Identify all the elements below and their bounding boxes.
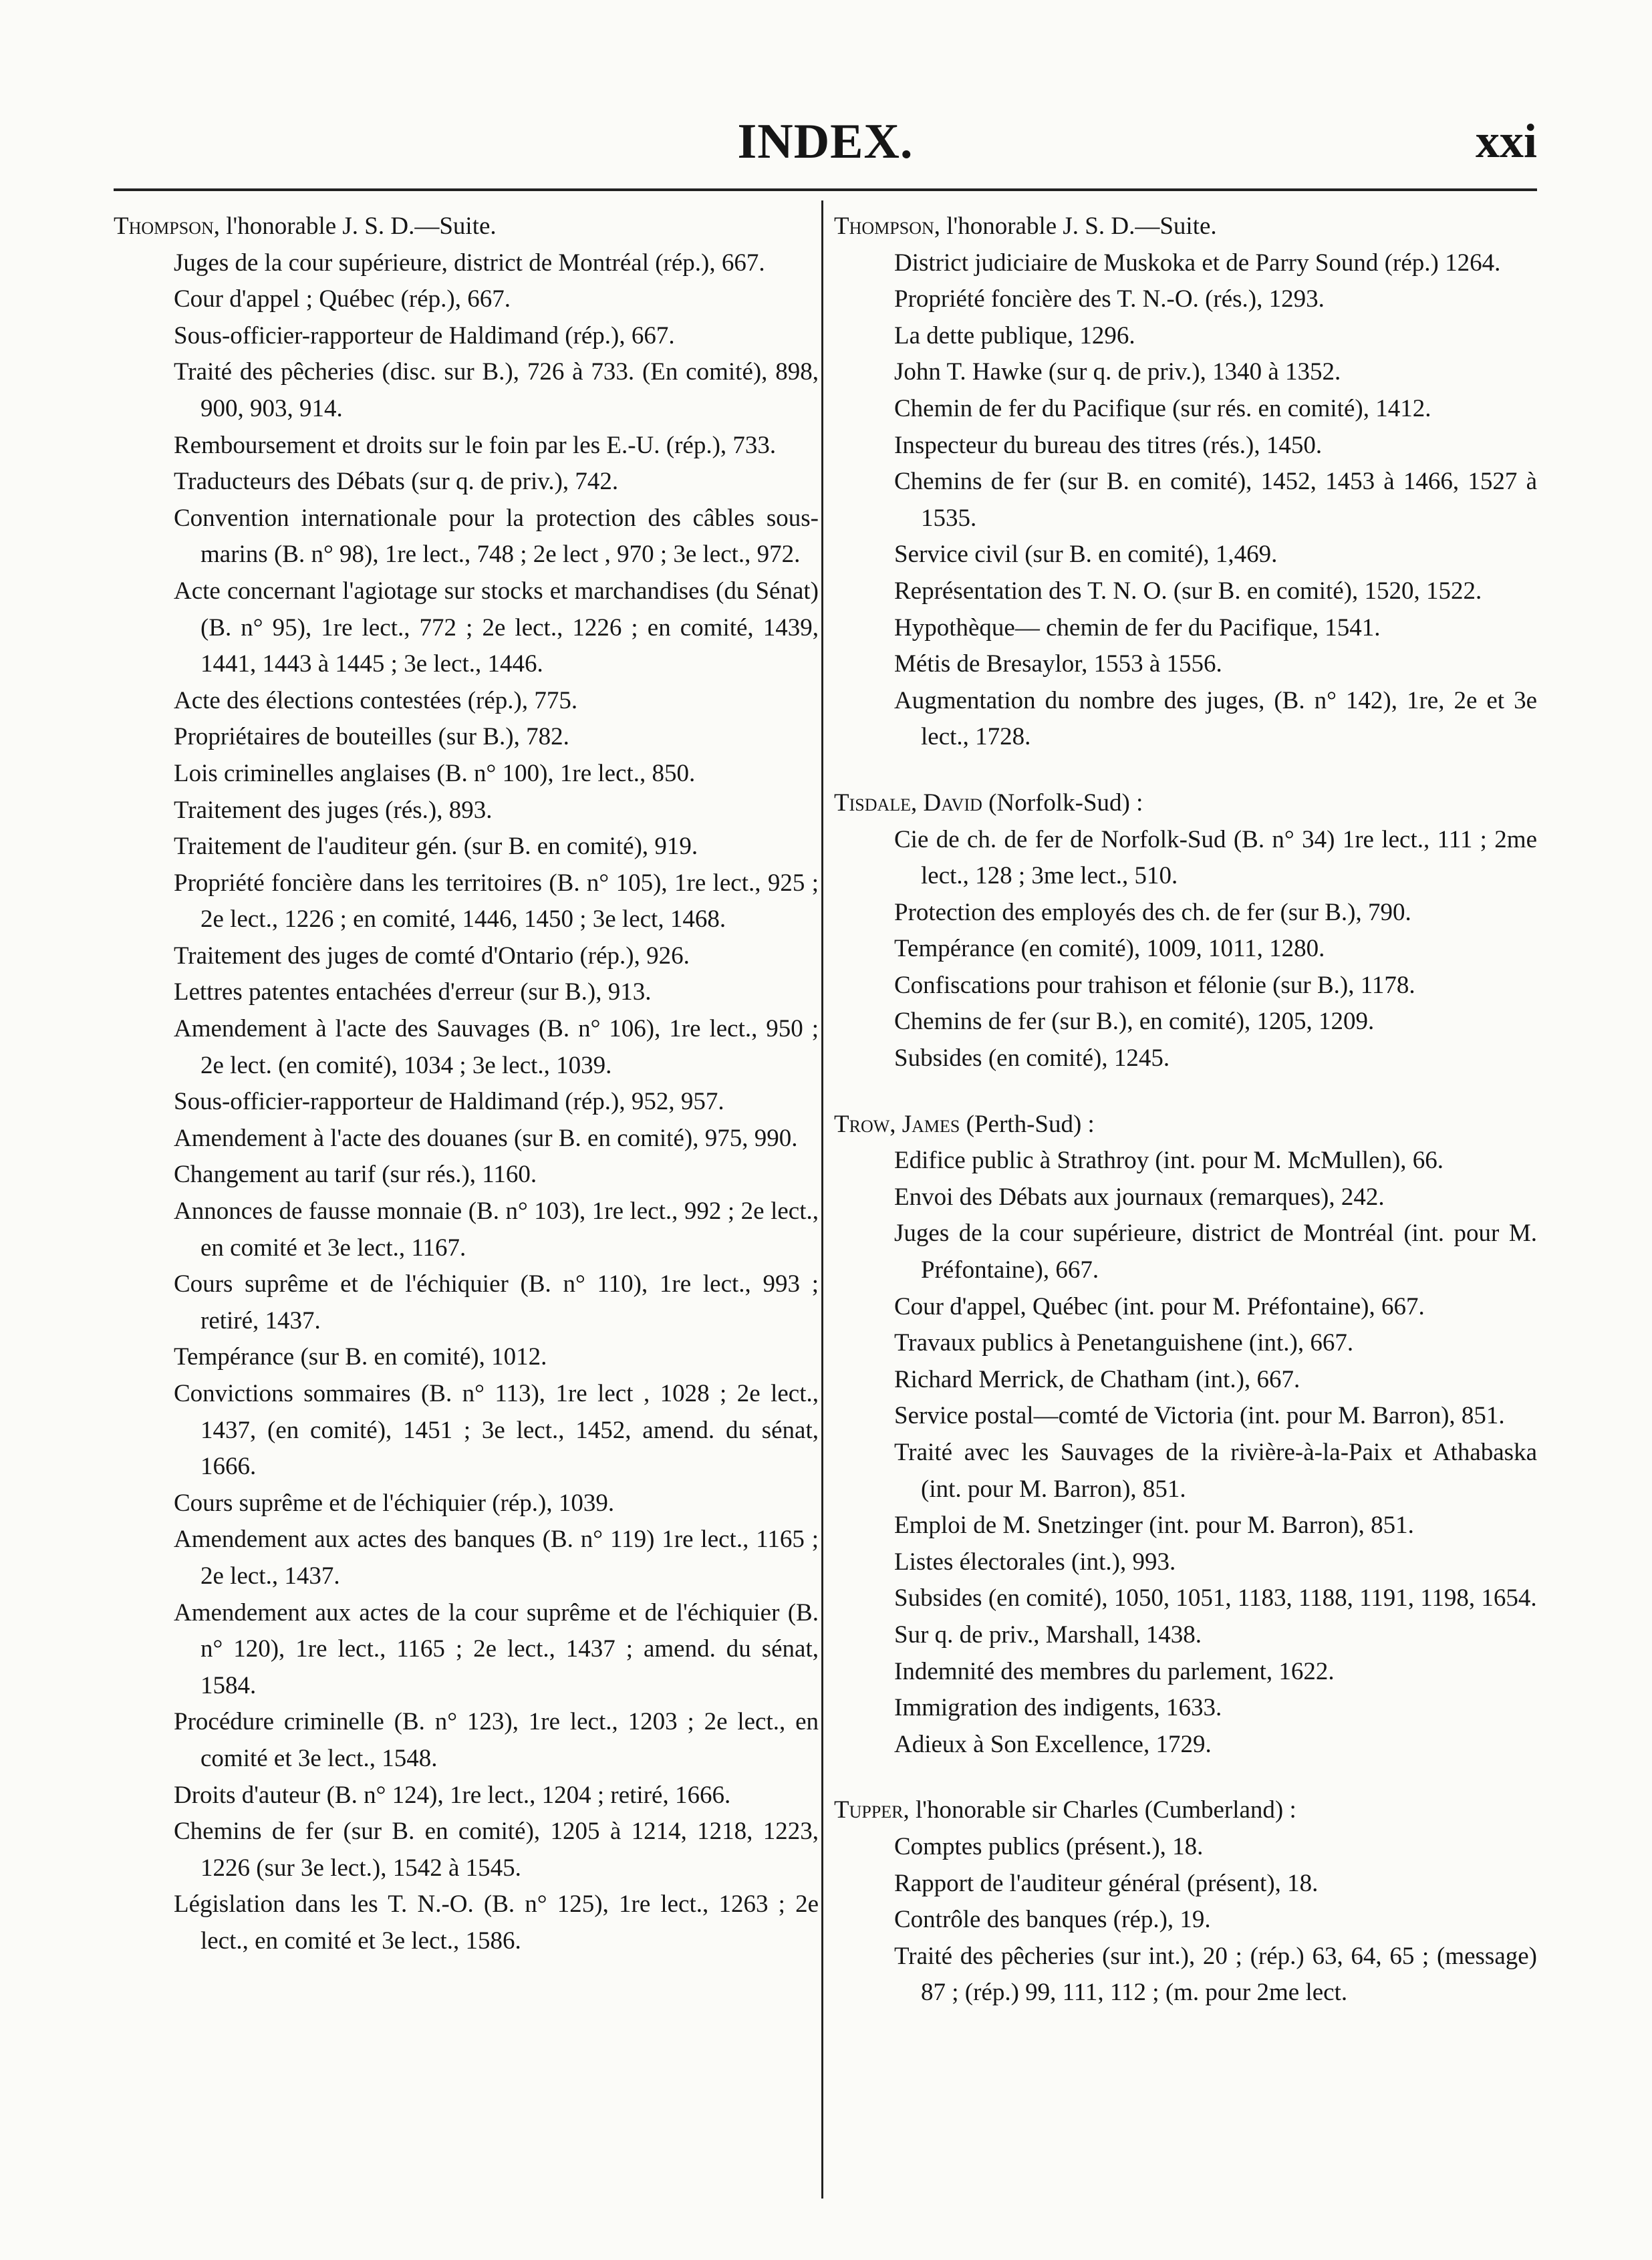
page-number: xxi (1475, 114, 1537, 168)
heading-name: Trow, James (834, 1110, 960, 1138)
index-entry: Rapport de l'auditeur général (présent), 18. (894, 1869, 1319, 1897)
index-entry: Lettres patentes entachées d'erreur (sur B.), 913. (174, 978, 652, 1006)
entry-heading (834, 208, 1537, 245)
section-spacer (834, 756, 1537, 785)
section-spacer (834, 1077, 1537, 1107)
index-entry: District judiciaire de Muskoka et de Parry Sound (rép.) 1264. (894, 249, 1501, 277)
column-divider (821, 200, 823, 2199)
index-entry: Emploi de M. Snetzinger (int. pour M. Barron), 851. (894, 1512, 1414, 1540)
index-entry: Hypothèque— chemin de fer du Pacifique, 1541. (894, 613, 1381, 642)
index-entry: Edifice public à Strathroy (int. pour M. McMullen), 66. (894, 1147, 1444, 1175)
index-entry: Cie de ch. de fer de Norfolk-Sud (B. n° 34) 1re lect., 111 ; 2me lect., 128 ; 3me lect., 510. (894, 825, 1537, 890)
entry-heading (834, 1107, 1537, 1143)
entry-heading (834, 785, 1537, 822)
right-column (834, 208, 1537, 2011)
index-entry: Comptes publics (présent.), 18. (894, 1832, 1204, 1860)
index-entry: Cour d'appel, Québec (int. pour M. Préfontaine), 667. (894, 1292, 1425, 1320)
index-entry: Envoi des Débats aux journaux (remarques), 242. (894, 1183, 1385, 1211)
index-entry: Traitement de l'auditeur gén. (sur B. en comité), 919. (174, 833, 698, 861)
index-entry: Sous-officier-rapporteur de Haldimand (rép.), 952, 957. (174, 1088, 724, 1116)
index-entry: Immigration des indigents, 1633. (894, 1694, 1222, 1722)
index-entry: Adieux à Son Excellence, 1729. (894, 1730, 1212, 1758)
index-entry: Droits d'auteur (B. n° 124), 1re lect., 1204 ; retiré, 1666. (174, 1781, 731, 1809)
index-entry: Traité des pêcheries (disc. sur B.), 726 à 733. (En comité), 898, 900, 903, 914. (174, 358, 819, 422)
index-entry: Sous-officier-rapporteur de Haldimand (rép.), 667. (174, 321, 675, 349)
index-entry: Acte concernant l'agiotage sur stocks et marchandises (du Sénat) (B. n° 95), 1re lect., 772 ; 2e lect., 1226 ; en comité, 1439, 1441, 1443 à 1445 ; 3e lect., 1446. (174, 577, 819, 678)
index-entry: Représentation des T. N. O. (sur B. en comité), 1520, 1522. (894, 577, 1482, 605)
index-entry: Sur q. de priv., Marshall, 1438. (894, 1620, 1202, 1649)
index-entry: Amendement à l'acte des douanes (sur B. en comité), 975, 990. (174, 1124, 798, 1152)
index-entry: Cours suprême et de l'échiquier (rép.), 1039. (174, 1489, 615, 1517)
index-entry: Amendement aux actes de la cour suprême et de l'échiquier (B. n° 120), 1re lect., 1165 ; 2e lect., 1437 ; amend. du sénat, 1584. (174, 1598, 819, 1699)
index-entry: Indemnité des membres du parlement, 1622. (894, 1657, 1335, 1685)
index-entry: Chemins de fer (sur B.), en comité), 1205, 1209. (894, 1008, 1375, 1036)
index-entry: Confiscations pour trahison et félonie (sur B.), 1178. (894, 971, 1415, 999)
index-entry: Juges de la cour supérieure, district de Montréal (int. pour M. Préfontaine), 667. (894, 1220, 1537, 1284)
index-entry: Traitement des juges (rés.), 893. (174, 796, 493, 824)
heading-name: Thompson (834, 213, 934, 240)
index-entry: Amendement aux actes des banques (B. n° 119) 1re lect., 1165 ; 2e lect., 1437. (174, 1526, 819, 1590)
header-rule (114, 188, 1537, 191)
index-entry: Remboursement et droits sur le foin par les E.-U. (rép.), 733. (174, 431, 777, 459)
index-entry: Augmentation du nombre des juges, (B. n° 142), 1re, 2e et 3e lect., 1728. (894, 686, 1537, 751)
heading-rest: (Norfolk-Sud) : (982, 789, 1143, 817)
index-entry: Tempérance (en comité), 1009, 1011, 1280. (894, 935, 1325, 963)
index-entry: Traité avec les Sauvages de la rivière-à-la-Paix et Athabaska (int. pour M. Barron), 851. (894, 1439, 1537, 1503)
index-entry: Tempérance (sur B. en comité), 1012. (174, 1343, 547, 1371)
index-entry: Chemins de fer (sur B. en comité), 1452, 1453 à 1466, 1527 à 1535. (894, 468, 1537, 532)
index-entry: Inspecteur du bureau des titres (rés.), 1450. (894, 431, 1323, 459)
index-entry: Traité des pêcheries (sur int.), 20 ; (rép.) 63, 64, 65 ; (message) 87 ; (rép.) 99, 111, 112 ; (m. pour 2me lect. (894, 1942, 1537, 2007)
index-entry: Richard Merrick, de Chatham (int.), 667. (894, 1365, 1300, 1393)
index-entry: La dette publique, 1296. (894, 321, 1135, 349)
index-entry: Annonces de fausse monnaie (B. n° 103), 1re lect., 992 ; 2e lect., en comité et 3e lect., 1167. (174, 1197, 819, 1262)
index-entry: Service civil (sur B. en comité), 1,469. (894, 541, 1278, 569)
index-entry: Traducteurs des Débats (sur q. de priv.), 742. (174, 468, 619, 496)
index-entry: Acte des élections contestées (rép.), 775. (174, 686, 578, 714)
index-entry: Convictions sommaires (B. n° 113), 1re lect , 1028 ; 2e lect., 1437, (en comité), 1451 ; 3e lect., 1452, amend. du sénat, 1666. (174, 1380, 819, 1481)
index-entry: Propriété foncière des T. N.-O. (rés.), 1293. (894, 285, 1325, 313)
index-entry: Propriétaires de bouteilles (sur B.), 782. (174, 723, 569, 751)
index-entry: Chemin de fer du Pacifique (sur rés. en comité), 1412. (894, 394, 1431, 422)
heading-name: Thompson (114, 213, 214, 240)
index-entry: Législation dans les T. N.-O. (B. n° 125), 1re lect., 1263 ; 2e lect., en comité et 3e lect., 1586. (174, 1890, 819, 1955)
heading-rest: (Perth-Sud) : (960, 1110, 1095, 1138)
index-entry: Procédure criminelle (B. n° 123), 1re lect., 1203 ; 2e lect., en comité et 3e lect., 1548. (174, 1708, 819, 1772)
index-entry: Traitement des juges de comté d'Ontario (rép.), 926. (174, 942, 690, 970)
index-entry: Subsides (en comité), 1050, 1051, 1183, 1188, 1191, 1198, 1654. (894, 1584, 1537, 1612)
page-title: INDEX. (737, 114, 914, 169)
heading-name: Tisdale, David (834, 789, 982, 817)
index-entry: Protection des employés des ch. de fer (sur B.), 790. (894, 898, 1411, 926)
index-entry: Listes électorales (int.), 993. (894, 1548, 1176, 1576)
index-entry: Contrôle des banques (rép.), 19. (894, 1906, 1211, 1934)
index-entry: Cour d'appel ; Québec (rép.), 667. (174, 285, 511, 313)
page-header (114, 114, 1537, 187)
index-entry: Juges de la cour supérieure, district de Montréal (rép.), 667. (174, 249, 765, 277)
heading-rest: , l'honorable J. S. D.—Suite. (934, 213, 1217, 240)
index-entry: Changement au tarif (sur rés.), 1160. (174, 1161, 537, 1189)
heading-name: Tupper (834, 1796, 904, 1824)
index-entry: Chemins de fer (sur B. en comité), 1205 à 1214, 1218, 1223, 1226 (sur 3e lect.), 1542 à 1545. (174, 1818, 819, 1882)
heading-rest: , l'honorable sir Charles (Cumberland) : (903, 1796, 1296, 1824)
index-entry: Propriété foncière dans les territoires (B. n° 105), 1re lect., 925 ; 2e lect., 1226 ; en comité, 1446, 1450 ; 3e lect, 1468. (174, 869, 819, 934)
entry-heading (114, 208, 819, 245)
index-entry: Service postal—comté de Victoria (int. pour M. Barron), 851. (894, 1402, 1505, 1430)
heading-rest: , l'honorable J. S. D.—Suite. (213, 213, 497, 240)
index-entry: Subsides (en comité), 1245. (894, 1044, 1170, 1073)
entry-heading (834, 1792, 1537, 1829)
index-entry: John T. Hawke (sur q. de priv.), 1340 à 1352. (894, 358, 1341, 386)
index-entry: Convention internationale pour la protection des câbles sous-marins (B. n° 98), 1re lect., 748 ; 2e lect , 970 ; 3e lect., 972. (174, 504, 819, 569)
index-entry: Amendement à l'acte des Sauvages (B. n° 106), 1re lect., 950 ; 2e lect. (en comité), 1034 ; 3e lect., 1039. (174, 1015, 819, 1079)
section-spacer (834, 1763, 1537, 1792)
index-entry: Travaux publics à Penetanguishene (int.), 667. (894, 1329, 1354, 1357)
index-entry: Cours suprême et de l'échiquier (B. n° 110), 1re lect., 993 ; retiré, 1437. (174, 1270, 819, 1334)
index-entry: Métis de Bresaylor, 1553 à 1556. (894, 650, 1222, 678)
left-column (114, 208, 819, 1960)
index-entry: Lois criminelles anglaises (B. n° 100), 1re lect., 850. (174, 759, 696, 787)
